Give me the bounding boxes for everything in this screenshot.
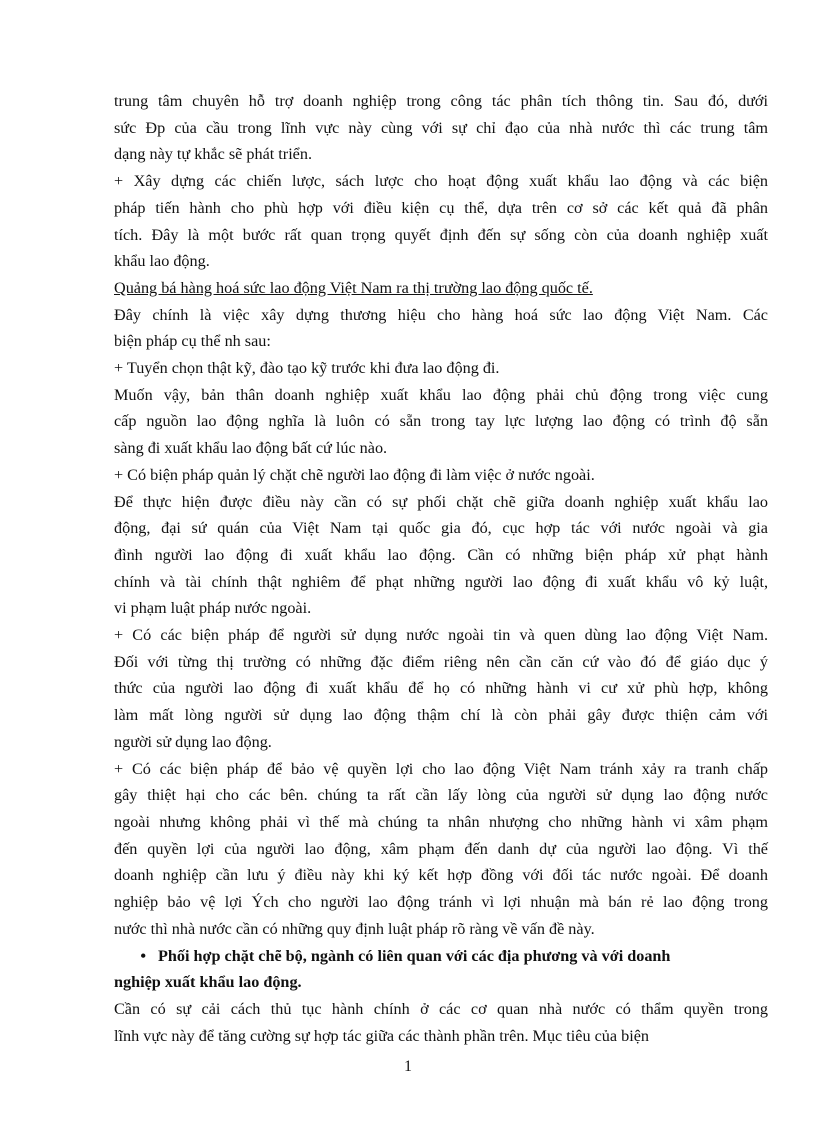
- text-line: động, đại sứ quán của Việt Nam tại quốc gia đó, cục hợp tác với nước ngoài và gia: [114, 519, 768, 538]
- text-line: tích. Đây là một bước rất quan trọng quyết định đến sự sống còn của doanh nghiệp xuất: [114, 225, 768, 244]
- text-line: gây thiệt hại cho các bên. chúng ta rất cần lấy lòng của người sử dụng lao động nước: [114, 786, 768, 805]
- text-line: + Có biện pháp quản lý chặt chẽ người lao động đi làm việc ở nước ngoài.: [114, 465, 595, 484]
- text-line: đình người lao động đi xuất khẩu lao động. Cần có những biện pháp xử phạt hành: [114, 545, 768, 564]
- text-line: trung tâm chuyên hỗ trợ doanh nghiệp trong công tác phân tích thông tin. Sau đó, dưới: [114, 92, 768, 110]
- text-line: cấp nguồn lao động nghĩa là luôn có sẵn trong tay lực lượng lao động có trình độ sẵn: [114, 412, 768, 431]
- text-line: Để thực hiện được điều này cần có sự phối chặt chẽ giữa doanh nghiệp xuất khẩu lao: [114, 492, 768, 511]
- bullet-heading-continuation: nghiệp xuất khẩu lao động.: [114, 973, 302, 992]
- text-line: chính và tài chính thật nghiêm để phạt những người lao động đi xuất khẩu vô kỷ luật,: [114, 572, 768, 591]
- text-line: thức của người lao động đi xuất khẩu để họ có những hành vi cư xử phù hợp, không: [114, 679, 768, 698]
- text-line: Đối với từng thị trường có những đặc điểm riêng nên cần căn cứ vào đó để giáo dục ý: [114, 652, 768, 671]
- text-line: sàng đi xuất khẩu lao động bất cứ lúc nào.: [114, 439, 388, 458]
- text-line: Đây chính là việc xây dựng thương hiệu cho hàng hoá sức lao động Việt Nam. Các: [114, 305, 768, 324]
- text-line: đến quyền lợi của người lao động, xâm phạm đến danh dự của người lao động. Vì thế: [114, 839, 768, 858]
- text-line: + Xây dựng các chiến lược, sách lược cho hoạt động xuất khẩu lao động và các biện: [114, 172, 768, 191]
- document-page: [114, 88, 768, 1049]
- text-line: nghiệp bảo vệ lợi Ých cho người lao động tránh vì lợi nhuận mà bán rẻ lao động trong: [114, 893, 768, 912]
- bullet-icon: •: [140, 946, 146, 965]
- section-heading-underlined: Quảng bá hàng hoá sức lao động Việt Nam ra thị trường lao động quốc tế.: [114, 278, 593, 297]
- text-line: lĩnh vực này để tăng cường sự hợp tác giữa các thành phần trên. Mục tiêu của biện: [114, 1026, 649, 1045]
- text-line: Cần có sự cải cách thủ tục hành chính ở các cơ quan nhà nước có thẩm quyền trong: [114, 999, 768, 1018]
- text-line: dạng này tự khắc sẽ phát triển.: [114, 145, 313, 164]
- text-line: + Có các biện pháp để bảo vệ quyền lợi cho lao động Việt Nam tránh xảy ra tranh chấp: [114, 759, 768, 778]
- page-number: 1: [404, 1058, 412, 1075]
- text-line: doanh nghiệp cần lưu ý điều này khi ký kết hợp đồng với đối tác nước ngoài. Để doanh: [114, 866, 768, 885]
- text-line: + Tuyển chọn thật kỹ, đào tạo kỹ trước khi đưa lao động đi.: [114, 359, 500, 378]
- text-line: biện pháp cụ thể nh sau:: [114, 332, 271, 351]
- text-line: ngoài nhưng không phải vì thế mà chúng ta nhân nhượng cho những hành vi xâm phạm: [114, 812, 768, 831]
- text-line: sức Ðp của cầu trong lĩnh vực này cùng với sự chỉ đạo của nhà nước thì các trung tâm: [114, 118, 768, 137]
- text-line: vi phạm luật pháp nước ngoài.: [114, 599, 312, 618]
- text-line: khẩu lao động.: [114, 252, 210, 271]
- text-line: + Có các biện pháp để người sử dụng nước ngoài tin và quen dùng lao động Việt Nam.: [114, 626, 768, 645]
- text-line: pháp tiến hành cho phù hợp với điều kiện cụ thể, dựa trên cơ sở các kết quả đã phân: [114, 198, 768, 217]
- text-line: làm mất lòng người sử dụng lao động thậm chí là còn phải gây được thiện cảm với: [114, 706, 768, 725]
- bullet-heading-line: Phối hợp chặt chẽ bộ, ngành có liên quan với các địa phương và với doanh: [158, 946, 671, 965]
- text-line: Muốn vậy, bản thân doanh nghiệp xuất khẩu lao động phải chủ động trong việc cung: [114, 385, 768, 404]
- text-line: người sử dụng lao động.: [114, 732, 272, 751]
- bullet-item: [114, 943, 768, 970]
- text-line: nước thì nhà nước cần có những quy định luật pháp rõ ràng về vấn đề này.: [114, 919, 595, 938]
